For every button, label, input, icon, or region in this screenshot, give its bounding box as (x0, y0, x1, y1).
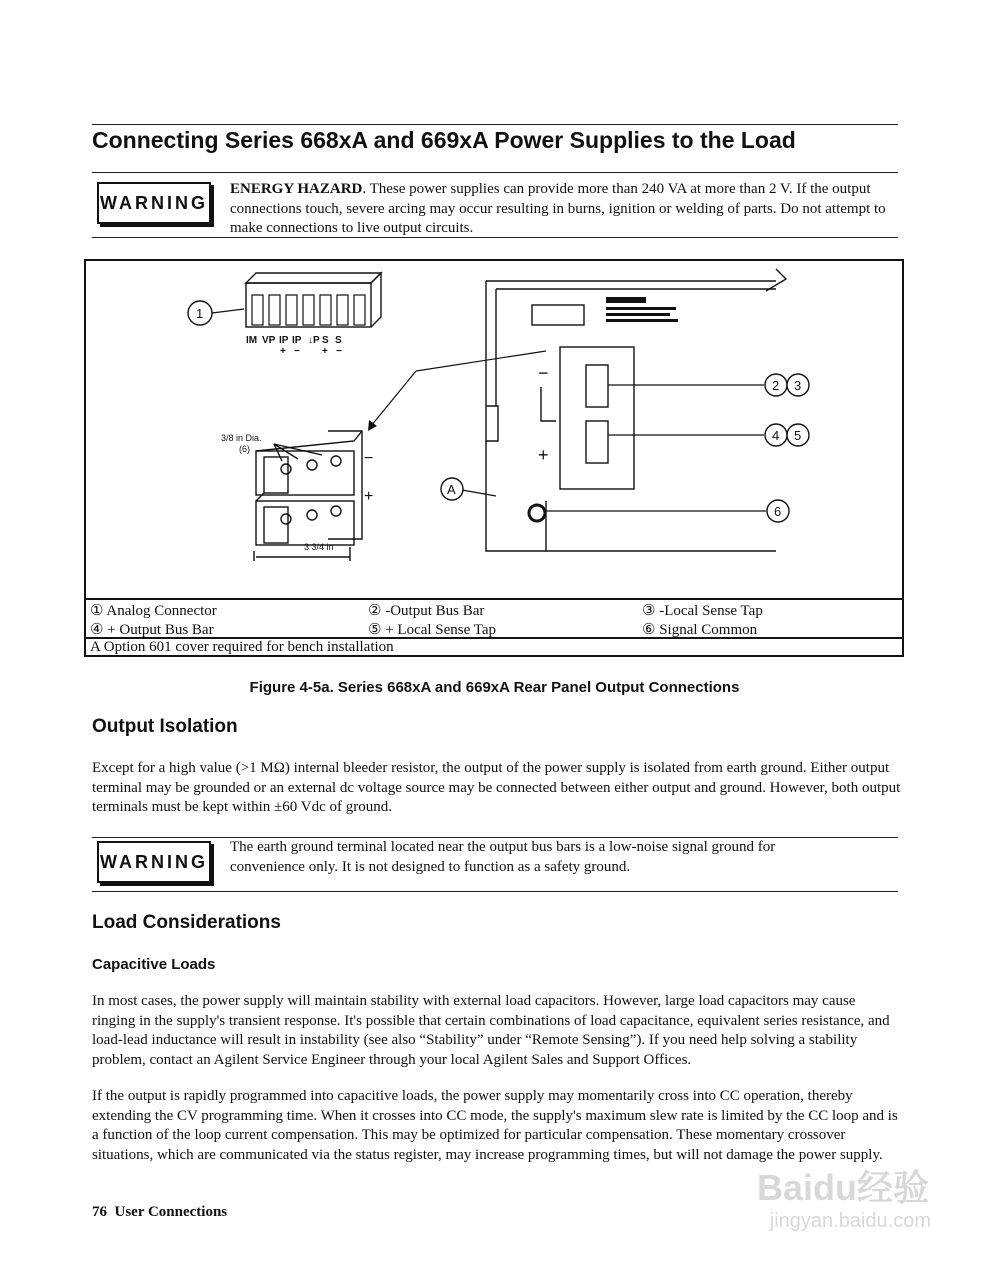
panel-minus: − (538, 363, 549, 383)
warning1-lead: ENERGY HAZARD (230, 181, 363, 197)
callout-6-label: 6 (774, 504, 782, 519)
pin-label: S (322, 335, 329, 346)
section-title: Connecting Series 668xA and 669xA Power Supplies to the Load (92, 127, 796, 153)
panel-plus: + (538, 445, 549, 465)
capacitive-loads-para2: If the output is rapidly programmed into capacitive loads, the power supply may momentarily cross into CC operation, thereby extending the CV programming time. When it crosses into CC mode, the supply's maximum slew rate is limited by the CC loop and is a function of the loop current compensation. This may be optimized for particular compensation. These momentary crossover situations, which are communicated via the status register, may increase programming times, but will not damage the power supply. (92, 1088, 898, 1163)
capacitive-loads-para1: In most cases, the power supply will maintain stability with external load capacitors. However, large load capacitors may cause ringing in the supply's transient response. It's possible that certain combinations of load capacitance, equivalent series resistance, and load-lead inductance will result in instability (see also “Stability” under “Remote Sensing”). If you need help solving a stability problem, contact an Agilent Service Engineer through your local Agilent Sales and Support Offices. (92, 993, 890, 1068)
warning1-body: . These power supplies can provide more than 240 VA at more than 2 V. If the output connections touch, severe arcing may occur resulting in burns, ignition or welding of parts. Do not attempt to make connections to live output circuits. (230, 181, 886, 236)
pin-label: IM (246, 335, 258, 346)
analog-connector (246, 273, 381, 327)
capacitive-loads-heading: Capacitive Loads (92, 956, 216, 973)
busbar-plus: + (364, 488, 374, 505)
warning1-bottom-rule (92, 237, 898, 238)
signal-common-terminal (529, 505, 545, 521)
legend-item: ① Analog Connector (90, 603, 217, 619)
warning1-text (230, 180, 900, 239)
legend-item: ③ -Local Sense Tap (642, 603, 763, 619)
output-isolation-body: Except for a high value (>1 MΩ) internal bleeder resistor, the output of the power supply is isolated from earth ground. Either output terminal may be grounded or an external dc voltage source may be connected between either output and ground. However, both output terminals must be kept within ±60 Vdc of ground. (92, 760, 901, 815)
callout-A-label: A (447, 482, 456, 497)
pin-label: ↓P (308, 335, 320, 346)
legend-top-rule (86, 598, 902, 600)
legend-item: ⑤ + Local Sense Tap (368, 622, 497, 638)
legend-item: ④ + Output Bus Bar (90, 622, 214, 638)
callout-2-label: 2 (772, 378, 780, 393)
pin-sign: + (280, 346, 286, 357)
load-considerations-heading: Load Considerations (92, 912, 281, 933)
legend-item: ⑥ Signal Common (642, 622, 758, 638)
watermark-logo: Baidu经验 (756, 1167, 929, 1208)
figure-frame (84, 259, 904, 657)
length-label: 3 3/4 in (304, 542, 334, 552)
figure-note-text: A Option 601 cover required for bench installation (90, 639, 394, 655)
pin-sign: + (322, 346, 328, 357)
top-rule (92, 124, 898, 125)
pin-label: S (335, 335, 342, 346)
pin-sign: − (336, 346, 342, 357)
output-isolation-heading: Output Isolation (92, 716, 238, 737)
diameter-label: 3/8 in Dia. (221, 433, 262, 443)
figure-caption: Figure 4-5a. Series 668xA and 669xA Rear Panel Output Connections (249, 679, 740, 696)
callout-4-label: 4 (772, 428, 780, 443)
pin-label: IP (279, 335, 289, 346)
warning2-bottom-rule (92, 891, 898, 892)
busbar-minus: − (364, 450, 374, 467)
pin-label: IP (292, 335, 302, 346)
footer-label: User Connections (114, 1204, 228, 1220)
callout-1-label: 1 (196, 306, 204, 321)
warning2-badge: WARNING (97, 841, 211, 883)
pin-label: VP (262, 335, 276, 346)
watermark-url: jingyan.baidu.com (769, 1210, 931, 1232)
warning2-text: The earth ground terminal located near the output bus bars is a low-noise signal ground for convenience only. It is not designed to function as a safety ground. (230, 839, 776, 875)
callout-3-label: 3 (794, 378, 802, 393)
diameter-count: (6) (239, 444, 250, 454)
legend-item: ② -Output Bus Bar (368, 603, 485, 619)
pin-sign: − (294, 346, 300, 357)
warning1-top-rule (92, 172, 898, 173)
connector-pin-labels (246, 335, 342, 357)
page-footer (92, 1204, 227, 1221)
page-number: 76 (92, 1204, 107, 1220)
callout-5-label: 5 (794, 428, 802, 443)
rear-panel-diagram (86, 261, 902, 599)
warning1-badge: WARNING (97, 182, 211, 224)
